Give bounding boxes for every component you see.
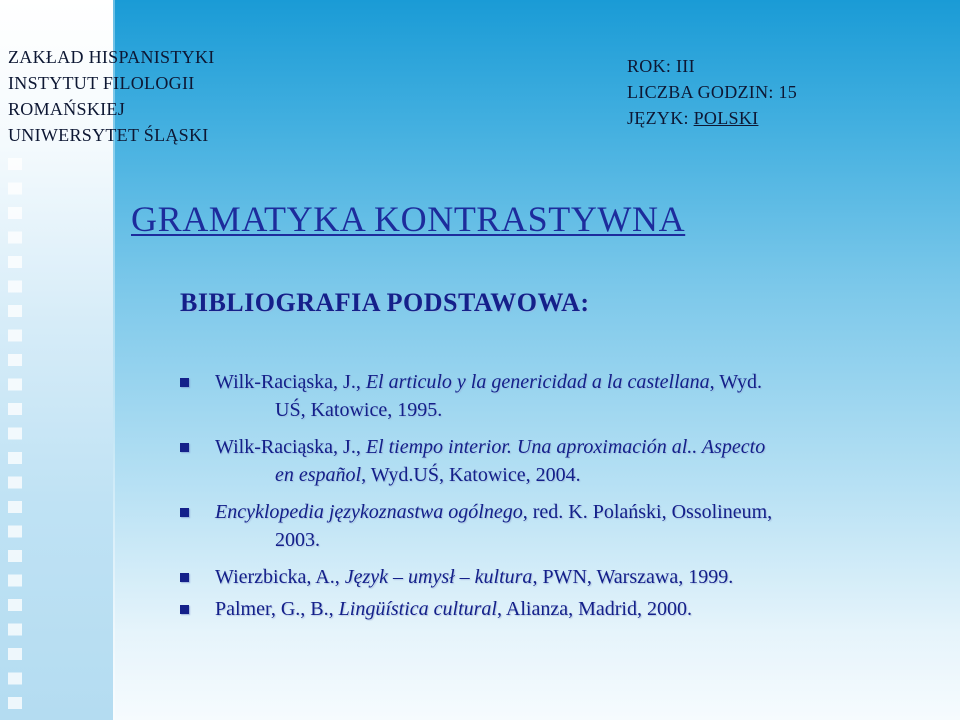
bibliography-item [180,433,900,489]
bib-author: Palmer, G., B., [215,598,339,620]
course-language-link[interactable]: POLSKI [693,108,759,128]
bibliography-heading: BIBLIOGRAFIA PODSTAWOWA: [180,288,590,317]
department-line: INSTYTUT FILOLOGII [8,73,195,93]
bib-author: Wierzbicka, A., [215,566,345,588]
bibliography-item [180,368,900,424]
bib-title-cont: en español [275,464,362,486]
square-bullet-icon [180,508,189,517]
department-line: ROMAŃSKIEJ [8,99,126,119]
slide-title: GRAMATYKA KONTRASTYWNA [131,199,686,239]
bibliography-item [180,563,900,591]
bib-title: Język – umysł – kultura [344,566,533,588]
square-bullet-icon [180,443,189,452]
bibliography-list [180,368,900,623]
bib-continuation: UŚ, Katowice, 1995. [275,399,443,421]
course-language [627,105,797,131]
course-year: ROK: III [627,56,695,76]
course-info-block [627,53,797,131]
bibliography-item [180,595,900,623]
department-line: ZAKŁAD HISPANISTYKI [8,47,215,67]
bib-publisher: , Wyd. [709,371,762,393]
bib-title: El articulo y la genericidad a la castellana [365,371,710,393]
bib-continuation: 2003. [275,529,320,551]
bib-author: Wilk-Raciąska, J., [215,436,366,458]
bib-publisher: , PWN, Warszawa, 1999. [532,566,734,588]
department-line: UNIWERSYTET ŚLĄSKI [8,125,209,145]
square-bullet-icon [180,605,189,614]
bib-continuation [215,461,900,489]
bib-publisher: , Wyd.UŚ, Katowice, 2004. [361,464,581,486]
bib-title: Lingüística cultural [338,598,497,620]
course-language-label: JĘZYK: [627,108,694,128]
bib-author: Wilk-Raciąska, J., [215,371,366,393]
bib-publisher: , Alianza, Madrid, 2000. [496,598,692,620]
bib-title: El tiempo interior. Una aproximación al.. Aspecto [365,436,766,458]
bibliography-item [180,498,900,554]
square-bullet-icon [180,573,189,582]
bib-publisher: , red. K. Polański, Ossolineum, [522,501,773,523]
decorative-squares-column [6,158,28,718]
course-hours: LICZBA GODZIN: 15 [627,82,798,102]
department-block [8,44,215,148]
square-bullet-icon [180,378,189,387]
bib-title: Encyklopedia językoznastwa ogólnego [215,501,523,523]
